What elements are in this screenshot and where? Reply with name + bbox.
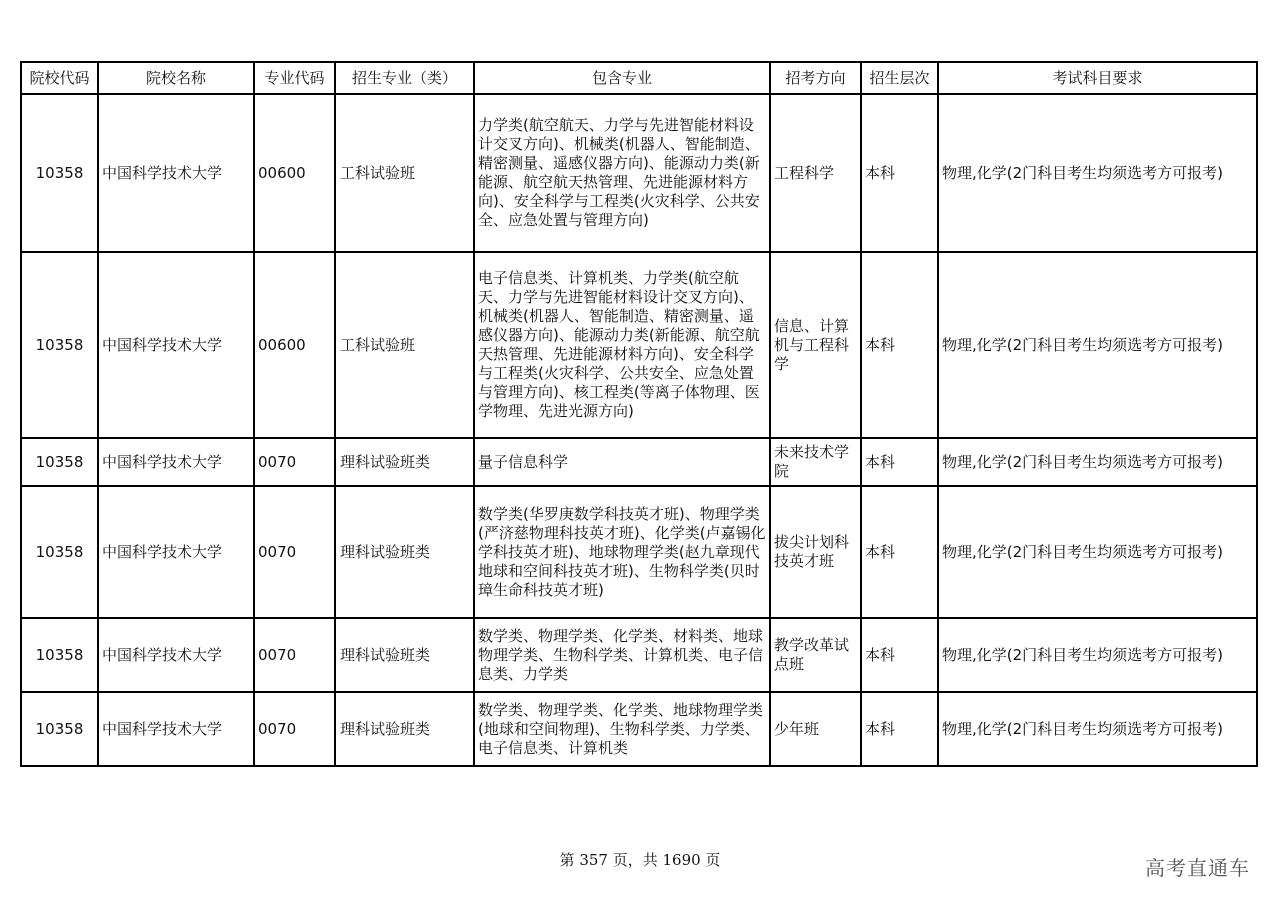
major-code-cell: 00600 (254, 94, 335, 252)
includes-cell: 数学类、物理学类、化学类、地球物理学类(地球和空间物理)、生物科学类、力学类、电子信息类、计算机类 (474, 692, 770, 766)
major-cell: 理科试验班类 (335, 692, 474, 766)
table-row (21, 438, 1257, 486)
requirement-cell: 物理,化学(2门科目考生均须选考方可报考) (938, 618, 1257, 692)
major-cell: 工科试验班 (335, 94, 474, 252)
direction-cell: 教学改革试点班 (770, 618, 861, 692)
school-name-cell: 中国科学技术大学 (98, 94, 254, 252)
direction-cell: 少年班 (770, 692, 861, 766)
requirement-cell: 物理,化学(2门科目考生均须选考方可报考) (938, 486, 1257, 618)
school-name-cell: 中国科学技术大学 (98, 692, 254, 766)
includes-cell: 量子信息科学 (474, 438, 770, 486)
level-cell: 本科 (861, 438, 938, 486)
school-name-cell: 中国科学技术大学 (98, 438, 254, 486)
table-row (21, 252, 1257, 438)
school-code-cell: 10358 (21, 618, 98, 692)
major-code-cell: 0070 (254, 486, 335, 618)
level-cell: 本科 (861, 692, 938, 766)
direction-cell: 未来技术学院 (770, 438, 861, 486)
major-code-cell: 00600 (254, 252, 335, 438)
requirement-cell: 物理,化学(2门科目考生均须选考方可报考) (938, 438, 1257, 486)
includes-cell: 电子信息类、计算机类、力学类(航空航天、力学与先进智能材料设计交叉方向)、机械类(机器人、智能制造、精密测量、遥感仪器方向)、能源动力类(新能源、航空航天热管理、先进能源材料方向)、安全科学与工程类(火灾科学、公共安全、应急处置与管理方向)、核工程类(等离子体物理、医学物理、先进光源方向) (474, 252, 770, 438)
requirement-cell: 物理,化学(2门科目考生均须选考方可报考) (938, 94, 1257, 252)
level-cell: 本科 (861, 94, 938, 252)
header-major: 招生专业（类） (335, 62, 474, 94)
major-cell: 工科试验班 (335, 252, 474, 438)
table-row (21, 618, 1257, 692)
school-name-cell: 中国科学技术大学 (98, 252, 254, 438)
major-code-cell: 0070 (254, 692, 335, 766)
admissions-table (20, 61, 1258, 767)
header-school-name: 院校名称 (98, 62, 254, 94)
direction-cell: 信息、计算机与工程科学 (770, 252, 861, 438)
requirement-cell: 物理,化学(2门科目考生均须选考方可报考) (938, 252, 1257, 438)
major-code-cell: 0070 (254, 618, 335, 692)
includes-cell: 数学类、物理学类、化学类、材料类、地球物理学类、生物科学类、计算机类、电子信息类、力学类 (474, 618, 770, 692)
school-name-cell: 中国科学技术大学 (98, 618, 254, 692)
major-cell: 理科试验班类 (335, 618, 474, 692)
page-number: 第 357 页，共 1690 页 (559, 851, 721, 869)
school-code-cell: 10358 (21, 438, 98, 486)
header-direction: 招考方向 (770, 62, 861, 94)
major-code-cell: 0070 (254, 438, 335, 486)
direction-cell: 拔尖计划科技英才班 (770, 486, 861, 618)
level-cell: 本科 (861, 486, 938, 618)
header-major-code: 专业代码 (254, 62, 335, 94)
school-code-cell: 10358 (21, 486, 98, 618)
direction-cell: 工程科学 (770, 94, 861, 252)
level-cell: 本科 (861, 618, 938, 692)
requirement-cell: 物理,化学(2门科目考生均须选考方可报考) (938, 692, 1257, 766)
level-cell: 本科 (861, 252, 938, 438)
school-code-cell: 10358 (21, 692, 98, 766)
table-row (21, 486, 1257, 618)
header-school-code: 院校代码 (21, 62, 98, 94)
watermark: 高考直通车 (1145, 856, 1250, 880)
header-row (21, 62, 1257, 94)
major-cell: 理科试验班类 (335, 438, 474, 486)
school-name-cell: 中国科学技术大学 (98, 486, 254, 618)
table-row (21, 692, 1257, 766)
includes-cell: 数学类(华罗庚数学科技英才班)、物理学类(严济慈物理科技英才班)、化学类(卢嘉锡化学科技英才班)、地球物理学类(赵九章现代地球和空间科技英才班)、生物科学类(贝时璋生命科技英才班) (474, 486, 770, 618)
school-code-cell: 10358 (21, 94, 98, 252)
header-includes: 包含专业 (474, 62, 770, 94)
major-cell: 理科试验班类 (335, 486, 474, 618)
table-row (21, 94, 1257, 252)
header-level: 招生层次 (861, 62, 938, 94)
includes-cell: 力学类(航空航天、力学与先进智能材料设计交叉方向)、机械类(机器人、智能制造、精密测量、遥感仪器方向)、能源动力类(新能源、航空航天热管理、先进能源材料方向)、安全科学与工程类(火灾科学、公共安全、应急处置与管理方向) (474, 94, 770, 252)
school-code-cell: 10358 (21, 252, 98, 438)
header-requirement: 考试科目要求 (938, 62, 1257, 94)
